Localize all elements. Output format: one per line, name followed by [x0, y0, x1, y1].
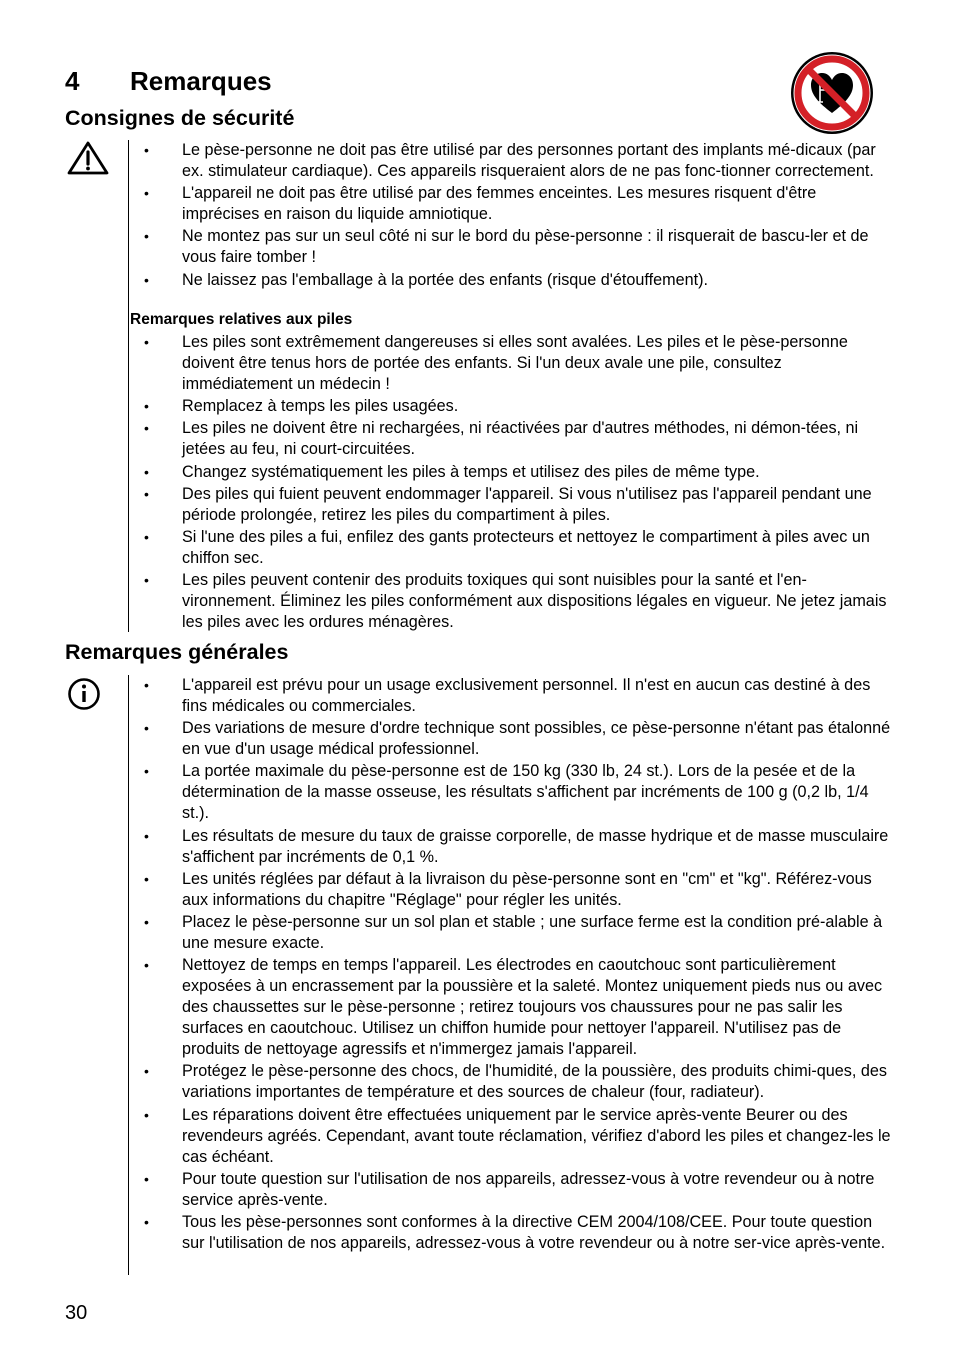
- warning-triangle-icon: [66, 141, 110, 175]
- no-pacemaker-prohibition-icon: [789, 50, 875, 136]
- safety-list: [130, 140, 892, 292]
- chapter-number: 4: [65, 66, 80, 96]
- list-item: • Placez le pèse-personne sur un sol plan et stable ; une surface ferme est la condition pré-alable à une mesure exacte.: [130, 912, 892, 954]
- list-item: • Les unités réglées par défaut à la livraison du pèse-personne sont en "cm" et "kg". Référez-vous aux informations du chapitre "Réglage" pour régler les unités.: [130, 869, 892, 911]
- list-item: • Le pèse-personne ne doit pas être utilisé par des personnes portant des implants mé-dicaux (par ex. stimulateur cardiaque). Ces appareils risqueraient alors de ne pas fonc-tionner correctement.: [130, 140, 892, 182]
- list-item: • L'appareil ne doit pas être utilisé par des femmes enceintes. Les mesures risquent d'être imprécises en raison du liquide amniotique.: [130, 183, 892, 225]
- chapter-heading: [65, 66, 272, 97]
- list-item: • Des piles qui fuient peuvent endommager l'appareil. Si vous n'utilisez pas l'appareil pendant une période prolongée, retirez les piles du compartiment à piles.: [130, 484, 892, 526]
- list-item: • Les piles sont extrêmement dangereuses si elles sont avalées. Les piles et le pèse-personne doivent être tenus hors de portée des enfants. Si l'un deux avale une pile, consultez immédiatement un médecin !: [130, 332, 892, 395]
- list-item: • Protégez le pèse-personne des chocs, de l'humidité, de la poussière, des produits chimi-ques, des variations importantes de température et des sources de chaleur (four, radiateur).: [130, 1061, 892, 1103]
- battery-subtitle: Remarques relatives aux piles: [130, 311, 353, 328]
- list-item: • La portée maximale du pèse-personne est de 150 kg (330 lb, 24 st.). Lors de la pesée et de la détermination de la masse osseuse, les résultats s'affichent par incréments de 100 g (0,2 lb, 1/4 st.).: [130, 761, 892, 824]
- list-item: • Ne montez pas sur un seul côté ni sur le bord du pèse-personne : il risquerait de bascu-ler et de vous faire tomber !: [130, 226, 892, 268]
- list-item: • Ne laissez pas l'emballage à la portée des enfants (risque d'étouffement).: [130, 270, 892, 291]
- list-item: • Remplacez à temps les piles usagées.: [130, 396, 892, 417]
- list-item: • Tous les pèse-personnes sont conformes à la directive CEM 2004/108/CEE. Pour toute question sur l'utilisation de nos appareils, adressez-vous à votre revendeur ou à notre ser-vice après-vente.: [130, 1212, 892, 1254]
- list-item: • Les réparations doivent être effectuées uniquement par le service après-vente Beurer ou des revendeurs agréés. Cependant, avant toute réclamation, vérifiez d'abord les piles et changez-les le cas échéant.: [130, 1105, 892, 1168]
- section-rule: [128, 675, 129, 1275]
- list-item: • Nettoyez de temps en temps l'appareil. Les électrodes en caoutchouc sont particulièrement exposées à un encrassement par la poussière et la saleté. Montez uniquement pieds nus ou avec des chaussettes sur le pèse-personne ; retirez toujours vos chaussures pour ne pas salir les surfaces en caoutchouc. Utilisez un chiffon humide pour nettoyer l'appareil. N'utilisez pas de produits de nettoyage agressifs et n'immergez jamais l'appareil.: [130, 955, 892, 1060]
- list-item: • Les résultats de mesure du taux de graisse corporelle, de masse hydrique et de masse musculaire s'affichent par incréments de 0,1 %.: [130, 826, 892, 868]
- page-number: 30: [65, 1302, 88, 1324]
- list-item: • Changez systématiquement les piles à temps et utilisez des piles de même type.: [130, 462, 892, 483]
- info-circle-icon: [67, 677, 101, 711]
- section-rule: [128, 140, 129, 632]
- chapter-title: Remarques: [130, 66, 272, 96]
- list-item: • Pour toute question sur l'utilisation de nos appareils, adressez-vous à votre revendeur ou à notre service après-vente.: [130, 1169, 892, 1211]
- battery-list: [130, 332, 892, 634]
- general-section-title: Remarques générales: [65, 640, 289, 664]
- list-item: • Si l'une des piles a fui, enfilez des gants protecteurs et nettoyez le compartiment à piles avec un chiffon sec.: [130, 527, 892, 569]
- list-item: • Les piles ne doivent être ni rechargées, ni réactivées par d'autres méthodes, ni démon-tées, ni jetées au feu, ni court-circuitées.: [130, 418, 892, 460]
- list-item: • Les piles peuvent contenir des produits toxiques qui sont nuisibles pour la santé et l'en-vironnement. Éliminez les piles conformément aux dispositions légales en vigueur. Ne jetez jamais les piles avec les ordures ménagères.: [130, 570, 892, 633]
- list-item: • Des variations de mesure d'ordre technique sont possibles, ce pèse-personne n'étant pas étalonné en vue d'un usage médical professionnel.: [130, 718, 892, 760]
- list-item: • L'appareil est prévu pour un usage exclusivement personnel. Il n'est en aucun cas destiné à des fins médicales ou commerciales.: [130, 675, 892, 717]
- safety-section-title: Consignes de sécurité: [65, 106, 295, 130]
- general-list: [130, 675, 892, 1255]
